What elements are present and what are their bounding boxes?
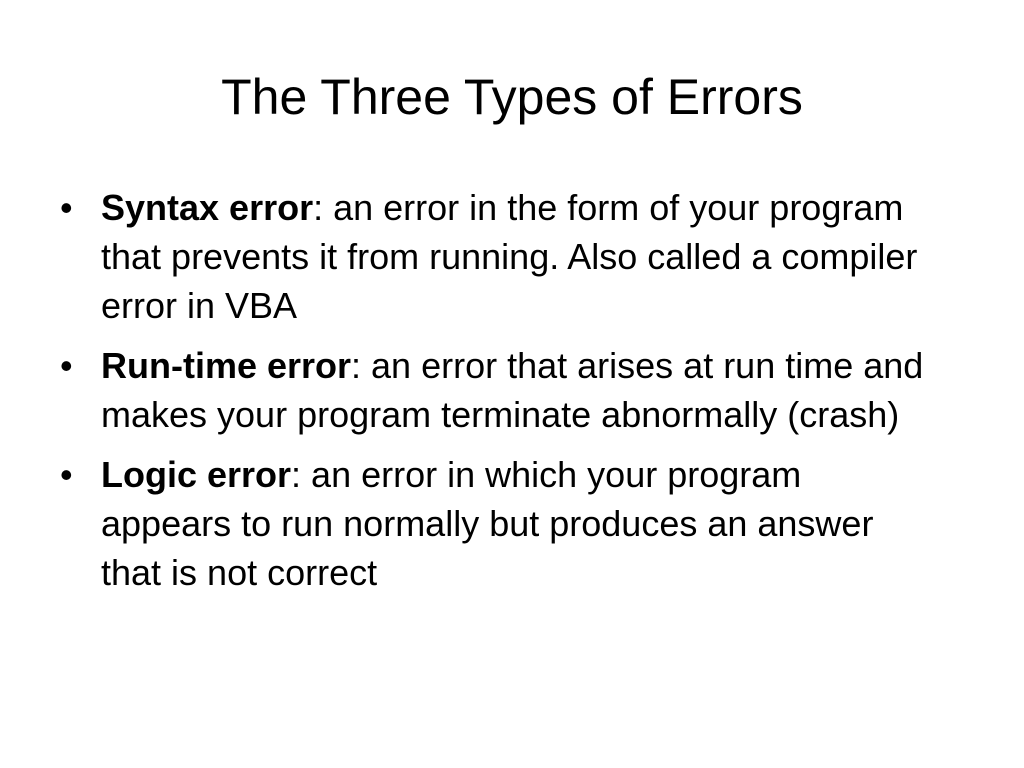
- bullet-item-run-time-error: [56, 341, 936, 439]
- bullet-definition: : an error that arises at run time and makes your program terminate abnormally (crash): [101, 345, 924, 435]
- bullet-item-logic-error: [56, 450, 936, 597]
- bullet-list: [56, 183, 936, 608]
- bullet-term: Logic error: [101, 454, 292, 495]
- bullet-icon: •: [60, 187, 73, 228]
- slide-title: The Three Types of Errors: [221, 69, 803, 125]
- bullet-term: Run-time error: [101, 345, 352, 386]
- bullet-definition: : an error in which your program appears to run normally but produces an answer that is not correct: [101, 454, 874, 593]
- bullet-icon: •: [60, 345, 73, 386]
- bullet-item-syntax-error: [56, 183, 936, 330]
- bullet-term: Syntax error: [101, 187, 314, 228]
- bullet-definition: : an error in the form of your program that prevents it from running. Also called a compiler error in VBA: [101, 187, 918, 326]
- bullet-icon: •: [60, 454, 73, 495]
